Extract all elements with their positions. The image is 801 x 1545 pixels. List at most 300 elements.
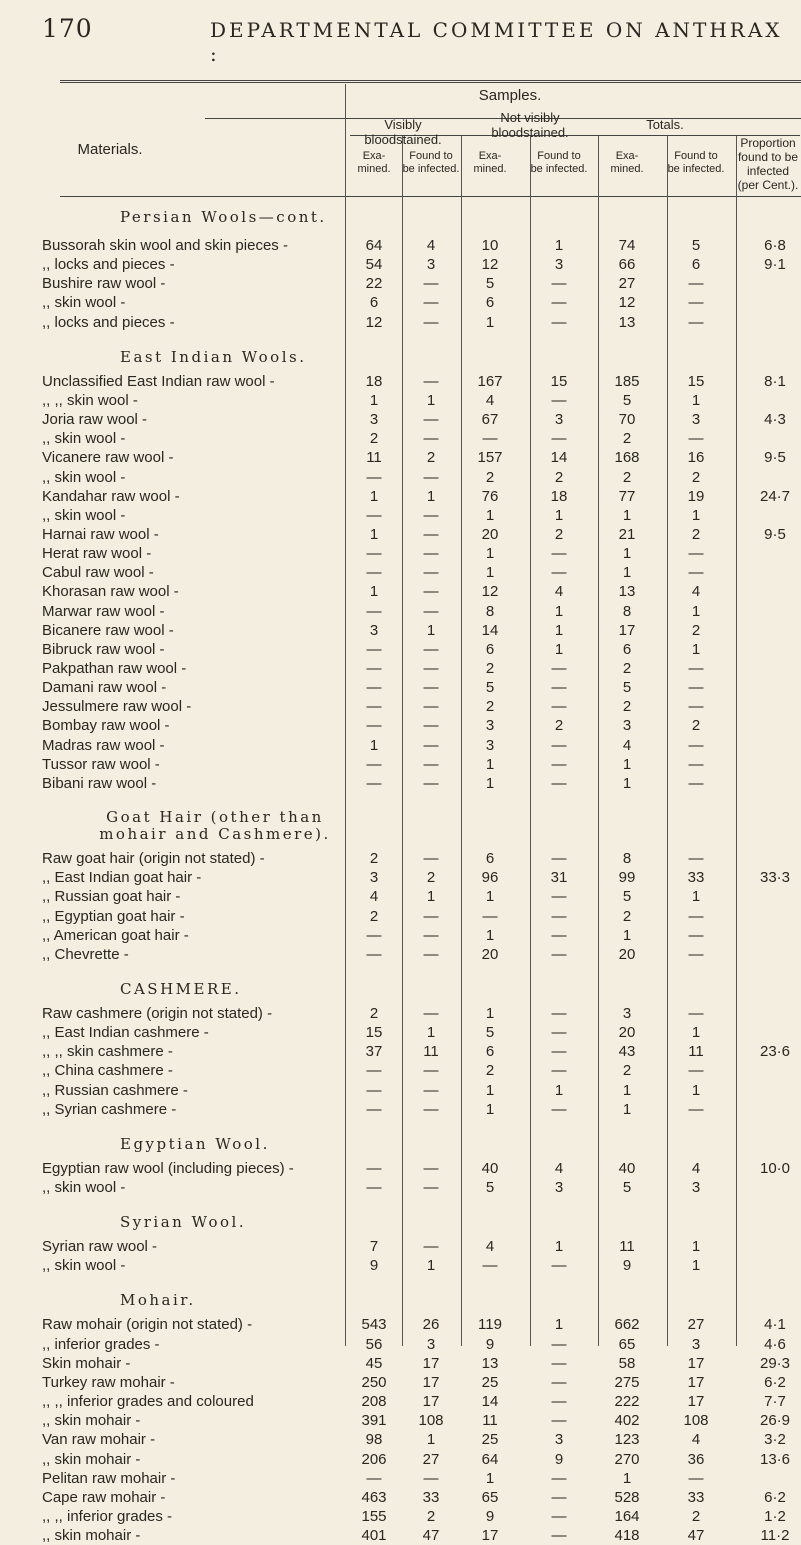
table-cell: 2 (426, 1507, 436, 1525)
divider-proportion (736, 136, 737, 1346)
table-cell: 418 (614, 1527, 640, 1545)
row-label: Khorasan raw wool - (42, 583, 179, 601)
table-cell: — (688, 275, 704, 293)
table-cell: 1 (554, 1081, 564, 1099)
table-cell: 543 (361, 1316, 387, 1334)
table-cell: — (551, 1507, 567, 1525)
table-cell: 3 (691, 1179, 701, 1196)
table-cell: — (688, 430, 704, 448)
table-cell: 4 (369, 888, 379, 906)
table-cell: — (688, 945, 704, 963)
table-cell: 9 (554, 1450, 564, 1468)
table-cell: 45 (365, 1354, 383, 1372)
table-cell: 1 (622, 564, 632, 582)
table-cell: — (423, 660, 439, 677)
row-label: ,, ,, skin cashmere - (42, 1043, 173, 1061)
table-cell: — (423, 945, 439, 963)
table-cell: 10 (481, 237, 499, 254)
table-cell: 1 (691, 640, 701, 658)
table-cell: — (423, 774, 439, 792)
table-cell: 4·6 (764, 1335, 786, 1353)
table-cell: 1 (622, 545, 632, 563)
table-cell: 6 (622, 640, 632, 658)
row-label: ,, skin wool - (42, 1257, 126, 1275)
table-cell: — (423, 907, 439, 925)
row-label: ,, East Indian goat hair - (42, 869, 202, 887)
table-cell: 17 (422, 1373, 440, 1391)
table-cell: 164 (614, 1507, 640, 1525)
table-cell: 11 (688, 1043, 704, 1061)
table-cell: — (423, 717, 439, 735)
table-cell: — (366, 468, 382, 486)
table-cell: 8·1 (764, 372, 786, 390)
table-cell: — (366, 1159, 382, 1177)
table-cell: — (551, 1024, 567, 1042)
table-cell: 1 (622, 774, 632, 792)
table-cell: 40 (481, 1159, 499, 1177)
table-cell: 1·2 (764, 1507, 786, 1525)
table-cell: 5 (485, 679, 495, 697)
table-cell: — (551, 1062, 567, 1080)
table-cell: — (366, 945, 382, 963)
table-cell: 65 (481, 1488, 499, 1506)
table-cell: 6·8 (764, 237, 786, 254)
section-title: CASHMERE. (120, 979, 242, 998)
table-cell: — (482, 430, 498, 448)
table-cell: — (688, 545, 704, 563)
table-cell: 13 (618, 583, 636, 601)
table-cell: 47 (422, 1527, 440, 1545)
table-cell: 12 (481, 256, 499, 274)
table-cell: 662 (614, 1316, 640, 1334)
table-cell: 2 (691, 525, 701, 543)
table-cell: 1 (554, 1316, 564, 1334)
table-cell: 3 (369, 869, 379, 887)
table-cell: 5 (622, 888, 632, 906)
page-number: 170 (42, 14, 93, 43)
table-cell: 5 (622, 1179, 632, 1196)
table-cell: 98 (365, 1431, 383, 1449)
table-cell: — (688, 698, 704, 716)
table-cell: — (551, 660, 567, 677)
row-label: ,, skin mohair - (42, 1527, 141, 1545)
table-cell: — (423, 564, 439, 582)
table-cell: 54 (365, 256, 383, 274)
examined-heading: Exa- mined. (610, 150, 644, 175)
table-cell: — (551, 1257, 567, 1275)
row-label: Raw cashmere (origin not stated) - (42, 1004, 273, 1022)
table-cell: — (423, 602, 439, 620)
table-cell: — (551, 391, 567, 409)
table-cell: 17 (687, 1393, 705, 1411)
table-cell: 157 (477, 449, 503, 467)
table-cell: 2 (622, 468, 632, 486)
table-cell: — (423, 640, 439, 658)
table-cell: 22 (365, 275, 383, 293)
section-title: Egyptian Wool. (120, 1134, 270, 1153)
table-cell: 4·1 (764, 1316, 786, 1334)
table-cell: — (551, 1043, 567, 1061)
table-cell: 9 (485, 1507, 495, 1525)
table-cell: 3 (426, 256, 436, 274)
table-cell: 1 (622, 755, 632, 773)
table-cell: 1 (691, 1257, 701, 1275)
table-cell: 2 (691, 1507, 701, 1525)
table-cell: 1 (369, 525, 379, 543)
table-cell: — (551, 1354, 567, 1372)
table-cell: 18 (550, 487, 568, 505)
table-cell: 1 (485, 545, 495, 563)
table-cell: 401 (361, 1527, 387, 1545)
table-cell: 5 (622, 391, 632, 409)
table-cell: 6 (485, 294, 495, 312)
table-cell: 1 (369, 487, 379, 505)
table-cell: 2 (691, 717, 701, 735)
table-cell: 1 (369, 583, 379, 601)
table-cell: 4·3 (764, 411, 786, 429)
table-cell: — (366, 1100, 382, 1118)
table-cell: 14 (481, 621, 499, 639)
table-cell: — (688, 294, 704, 312)
row-label: ,, skin wool - (42, 468, 126, 486)
page-header (0, 0, 801, 80)
table-cell: 23·6 (759, 1043, 791, 1061)
row-label: Van raw mohair - (42, 1431, 156, 1449)
table-cell: 76 (481, 487, 499, 505)
table-cell: 40 (618, 1159, 636, 1177)
table-cell: 6 (485, 1043, 495, 1061)
table-cell: 26·9 (759, 1412, 791, 1430)
row-label: ,, Chevrette - (42, 945, 129, 963)
table-cell: 15 (687, 372, 705, 390)
table-cell: 3 (554, 256, 564, 274)
table-cell: 1 (554, 640, 564, 658)
table-cell: 1 (485, 888, 495, 906)
table-cell: 6·2 (764, 1373, 786, 1391)
table-cell: 1 (554, 237, 564, 254)
table-cell: — (423, 926, 439, 944)
table-cell: — (688, 774, 704, 792)
table-cell: 3 (554, 1431, 564, 1449)
table-cell: 26 (422, 1316, 440, 1334)
table-cell: — (423, 1100, 439, 1118)
table-cell: 1 (622, 926, 632, 944)
table-cell: — (688, 926, 704, 944)
table-cell: 25 (481, 1431, 499, 1449)
table-cell: 2 (691, 621, 701, 639)
table-cell: — (551, 1004, 567, 1022)
table-cell: 119 (478, 1316, 502, 1334)
table-cell: 17 (687, 1354, 705, 1372)
samples-heading: Samples. (478, 87, 542, 104)
table-cell: 70 (618, 411, 636, 429)
table-cell: 1 (485, 1469, 495, 1487)
table-cell: 2 (554, 468, 564, 486)
row-label: Raw goat hair (origin not stated) - (42, 850, 265, 868)
row-label: Bicanere raw wool - (42, 621, 174, 639)
table-cell: — (423, 1179, 439, 1196)
table-cell: 1 (485, 1100, 495, 1118)
table-cell: 1 (485, 1004, 495, 1022)
table-cell: 6 (485, 640, 495, 658)
table-cell: 1 (485, 774, 495, 792)
found-infected-heading: Found to be infected. (530, 150, 588, 175)
table-cell: 17 (422, 1393, 440, 1411)
table-cell: 1 (691, 1081, 701, 1099)
table-cell: 13 (481, 1354, 499, 1372)
table-cell: 29·3 (759, 1354, 791, 1372)
table-cell: 27 (687, 1316, 705, 1334)
not-visibly-bloodstained-heading: Not visibly bloodstained. (491, 110, 569, 140)
table-cell: — (551, 926, 567, 944)
table-cell: 167 (477, 372, 503, 390)
table-cell: 250 (361, 1373, 387, 1391)
table-cell: — (423, 525, 439, 543)
table-cell: 15 (550, 372, 568, 390)
visibly-bloodstained-heading: Visibly bloodstained. (364, 117, 442, 147)
row-label: Unclassified East Indian raw wool - (42, 372, 275, 390)
table-cell: 6 (691, 256, 701, 274)
table-cell: 5 (485, 1179, 495, 1196)
table-cell: 2 (369, 850, 379, 868)
table-cell: 1 (369, 736, 379, 754)
table-cell: — (551, 698, 567, 716)
table-cell: 9 (622, 1257, 632, 1275)
row-label: ,, ,, skin wool - (42, 391, 138, 409)
table-cell: — (551, 774, 567, 792)
table-cell: 74 (618, 237, 636, 254)
table-cell: — (688, 679, 704, 697)
table-cell: 1 (485, 926, 495, 944)
table-cell: — (482, 907, 498, 925)
table-cell: 3 (691, 411, 701, 429)
table-cell: 43 (618, 1043, 636, 1061)
table-cell: 16 (687, 449, 705, 467)
table-cell: — (366, 506, 382, 524)
row-label: ,, skin wool - (42, 506, 126, 524)
table-cell: 4 (485, 1238, 495, 1256)
table-cell: 1 (485, 313, 495, 331)
row-label: ,, skin wool - (42, 430, 126, 448)
row-label: ,, locks and pieces - (42, 313, 175, 331)
row-label: ,, skin mohair - (42, 1450, 141, 1468)
table-cell: 4 (554, 583, 564, 601)
table-cell: — (366, 717, 382, 735)
totals-heading: Totals. (646, 117, 684, 132)
table-cell: 1 (622, 1100, 632, 1118)
table-cell: — (551, 755, 567, 773)
table-cell: 36 (687, 1450, 705, 1468)
table-cell: — (423, 736, 439, 754)
table-cell: 1 (554, 1238, 564, 1256)
table-cell: 185 (614, 372, 640, 390)
table-cell: — (366, 602, 382, 620)
table-cell: — (551, 907, 567, 925)
table-cell: 1 (554, 602, 564, 620)
table-cell: 5 (485, 1024, 495, 1042)
table-cell: 2 (622, 660, 632, 677)
table-cell: — (688, 1100, 704, 1118)
table-cell: 1 (622, 506, 632, 524)
table-cell: 3 (485, 717, 495, 735)
proportion-heading: Proportion found to be infected (per Cent.). (737, 136, 799, 192)
table-cell: 1 (426, 621, 436, 639)
table-cell: — (423, 313, 439, 331)
table-cell: 4 (691, 583, 701, 601)
table-cell: 2 (485, 468, 495, 486)
table-cell: 17 (618, 621, 636, 639)
table-cell: 33·3 (759, 869, 791, 887)
table-cell: 21 (618, 525, 636, 543)
row-label: ,, Russian goat hair - (42, 888, 181, 906)
table-cell: 1 (622, 1081, 632, 1099)
table-cell: 208 (361, 1393, 387, 1411)
table-cell: 1 (369, 391, 379, 409)
table-cell: 2 (426, 869, 436, 887)
table-cell: 2 (426, 449, 436, 467)
table-cell: 1 (691, 506, 701, 524)
table-cell: — (551, 545, 567, 563)
table-cell: — (551, 1373, 567, 1391)
table-cell: 20 (618, 1024, 636, 1042)
table-cell: 11 (619, 1238, 635, 1256)
table-cell: 6·2 (764, 1488, 786, 1506)
table-cell: 1 (485, 564, 495, 582)
row-label: ,, East Indian cashmere - (42, 1024, 209, 1042)
table-cell: 14 (481, 1393, 499, 1411)
table-cell: — (366, 679, 382, 697)
table-cell: — (551, 1488, 567, 1506)
row-label: Syrian raw wool - (42, 1238, 158, 1256)
table-cell: 1 (691, 888, 701, 906)
top-rule (60, 80, 801, 81)
table-cell: 168 (614, 449, 640, 467)
table-cell: — (423, 850, 439, 868)
table-cell: 5 (691, 237, 701, 254)
examined-heading: Exa- mined. (473, 150, 507, 175)
table-cell: — (423, 1081, 439, 1099)
table-cell: 27 (422, 1450, 440, 1468)
table-cell: 1 (554, 506, 564, 524)
table-cell: 17 (481, 1527, 499, 1545)
table-cell: 19 (687, 487, 705, 505)
table-cell: — (366, 755, 382, 773)
table-cell: 1 (691, 391, 701, 409)
table-cell: 402 (614, 1412, 640, 1430)
section-title: Persian Wools—cont. (120, 208, 327, 226)
table-cell: 58 (618, 1354, 636, 1372)
table-cell: 2 (485, 1062, 495, 1080)
table-cell: 463 (361, 1488, 387, 1506)
table-cell: — (688, 564, 704, 582)
table-cell: — (688, 1469, 704, 1487)
table-cell: — (366, 1179, 382, 1196)
table-cell: 12 (618, 294, 636, 312)
section-title: East Indian Wools. (120, 347, 307, 366)
table-cell: 77 (618, 487, 636, 505)
table-cell: 222 (614, 1393, 640, 1411)
row-label: Vicanere raw wool - (42, 449, 174, 467)
table-cell: — (551, 1100, 567, 1118)
table-cell: — (551, 679, 567, 697)
table-cell: — (366, 1062, 382, 1080)
row-label: ,, Egyptian goat hair - (42, 907, 185, 925)
header-bottom-rule (60, 196, 801, 197)
table-cell: 20 (481, 945, 499, 963)
table-cell: 3·2 (764, 1431, 786, 1449)
table-cell: — (423, 1004, 439, 1022)
table-cell: — (423, 755, 439, 773)
table-cell: 391 (361, 1412, 387, 1430)
table-cell: 206 (361, 1450, 387, 1468)
row-label: Turkey raw mohair - (42, 1373, 175, 1391)
table-cell: 47 (687, 1527, 705, 1545)
table-cell: — (551, 1412, 567, 1430)
table-cell: — (423, 506, 439, 524)
table-cell: 7·7 (764, 1393, 786, 1411)
table-cell: 65 (618, 1335, 636, 1353)
table-cell: 3 (554, 411, 564, 429)
table-cell: 2 (369, 430, 379, 448)
table-cell: 9·1 (764, 256, 786, 274)
table-cell: — (551, 850, 567, 868)
row-label: Egyptian raw wool (including pieces) - (42, 1159, 294, 1177)
table-cell: 15 (365, 1024, 383, 1042)
table-cell: — (423, 679, 439, 697)
table-cell: 12 (365, 313, 383, 331)
table-cell: 2 (485, 660, 495, 677)
row-label: ,, ,, inferior grades and coloured (42, 1393, 254, 1411)
table-cell: — (423, 1469, 439, 1487)
table-cell: — (423, 411, 439, 429)
table-cell: 33 (687, 869, 705, 887)
table-cell: 8 (622, 850, 632, 868)
row-label: Cape raw mohair - (42, 1488, 166, 1506)
table-cell: 31 (550, 869, 568, 887)
table-cell: 528 (614, 1488, 640, 1506)
table-cell: 64 (365, 237, 383, 254)
row-label: Skin mohair - (42, 1354, 131, 1372)
row-label: Pakpathan raw wool - (42, 660, 187, 677)
table-cell: — (551, 1469, 567, 1487)
table-cell: 2 (622, 907, 632, 925)
table-cell: 275 (614, 1373, 640, 1391)
table-cell: 11·2 (760, 1527, 790, 1545)
table-cell: — (551, 564, 567, 582)
table-cell: — (688, 755, 704, 773)
table-cell: 99 (618, 869, 636, 887)
row-label: ,, skin wool - (42, 1179, 126, 1196)
table-cell: 12 (481, 583, 499, 601)
row-label: ,, China cashmere - (42, 1062, 173, 1080)
table-cell: — (423, 430, 439, 448)
table-cell: — (688, 1004, 704, 1022)
table-cell: — (366, 926, 382, 944)
table-cell: — (551, 430, 567, 448)
table-cell: 3 (369, 411, 379, 429)
table-cell: 3 (369, 621, 379, 639)
table-cell: — (551, 945, 567, 963)
table-cell: 2 (369, 1004, 379, 1022)
table-cell: 2 (554, 525, 564, 543)
table-cell: 8 (622, 602, 632, 620)
table-cell: 123 (614, 1431, 640, 1449)
table-cell: 17 (422, 1354, 440, 1372)
table-cell: — (688, 1062, 704, 1080)
table-cell: 25 (481, 1373, 499, 1391)
table-cell: 2 (369, 907, 379, 925)
table-cell: 13 (618, 313, 636, 331)
